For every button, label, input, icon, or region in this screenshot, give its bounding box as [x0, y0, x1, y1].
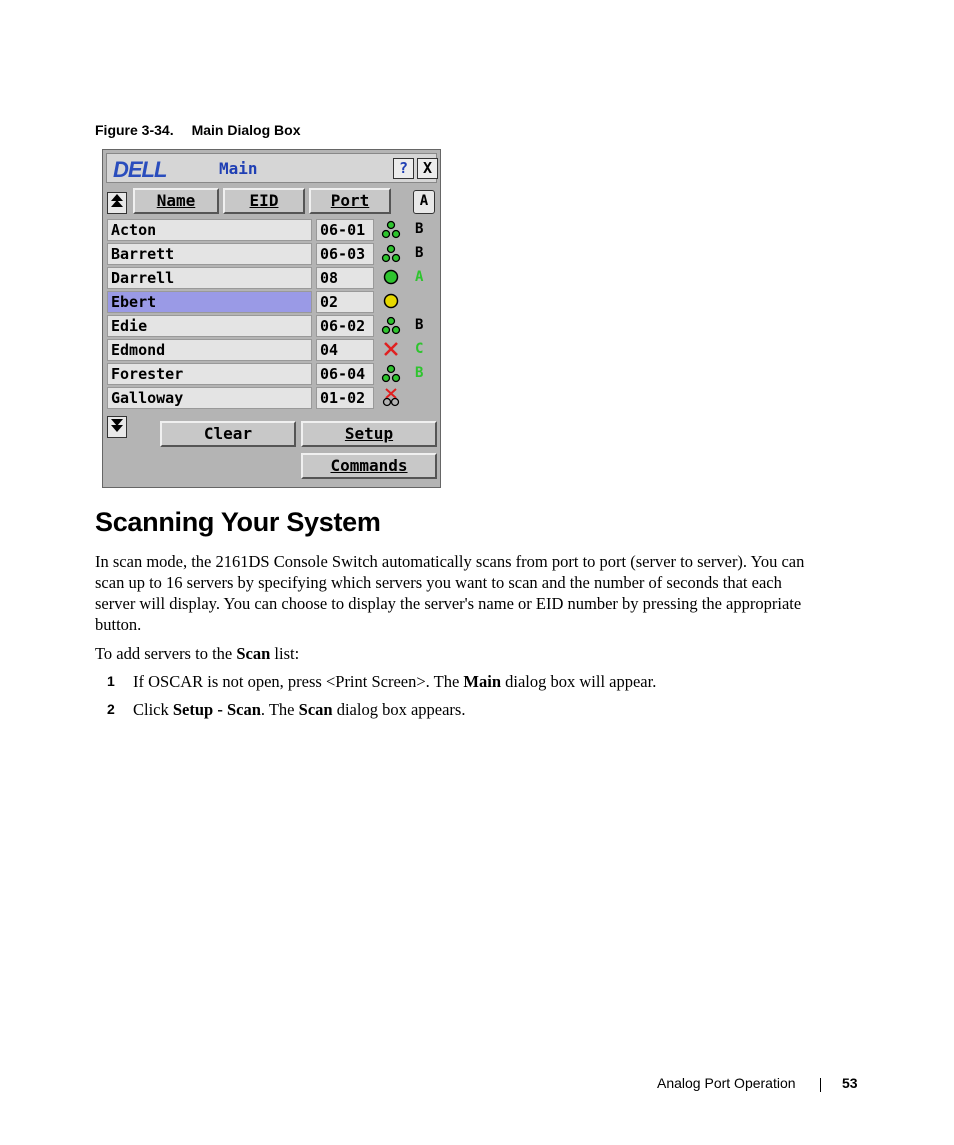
online-yellow-circle-icon — [381, 292, 403, 312]
daisy-chained-red-x-icon — [381, 388, 403, 408]
server-port: 06-02 — [316, 315, 374, 337]
offline-red-x-icon — [381, 340, 403, 360]
online-green-circle-icon — [381, 268, 403, 288]
monitor-icon[interactable] — [413, 190, 435, 214]
page-number: 53 — [842, 1075, 858, 1091]
section-paragraph: In scan mode, the 2161DS Console Switch automatically scans from port to port (server to server). You can scan up to 16 servers by specifying which servers you want to scan and the number of seconds that each server will display. You can choose to display the server's name or EID number by pressing the appropriate button. — [95, 552, 805, 634]
intro-text: To add servers to the — [95, 644, 237, 663]
dialog-titlebar — [106, 153, 437, 183]
server-name[interactable]: Edmond — [107, 339, 312, 361]
server-name[interactable]: Forester — [107, 363, 312, 385]
daisy-chained-green-icon — [381, 220, 403, 240]
server-channel: B — [415, 221, 424, 237]
sort-header — [103, 186, 440, 218]
figure-caption — [95, 122, 301, 138]
server-channel: B — [415, 317, 424, 333]
scroll-up-icon[interactable] — [107, 192, 127, 214]
server-port: 06-03 — [316, 243, 374, 265]
footer-divider — [820, 1078, 821, 1092]
main-dialog — [102, 149, 441, 488]
step-number: 1 — [107, 673, 115, 689]
help-button[interactable]: ? — [393, 158, 414, 179]
scroll-down-icon[interactable] — [107, 416, 127, 438]
step-bold-part: Setup - Scan — [172, 700, 261, 719]
step-text-part: . The — [260, 700, 299, 719]
intro-text-end: list: — [270, 644, 300, 663]
server-channel: B — [415, 365, 424, 381]
step-text-part: If OSCAR is not open, press <Print Screen>. The — [133, 672, 464, 691]
sort-eid-label: EID — [249, 191, 279, 210]
daisy-chained-green-icon — [381, 244, 403, 264]
server-name[interactable]: Galloway — [107, 387, 312, 409]
sort-name-label: Name — [156, 191, 196, 210]
sort-port-button[interactable] — [309, 188, 391, 214]
sort-name-button[interactable] — [133, 188, 219, 214]
sort-port-label: Port — [330, 191, 370, 210]
step-text-part: dialog box appears. — [332, 700, 466, 719]
step-bold-part: Main — [463, 672, 501, 691]
server-name[interactable]: Barrett — [107, 243, 312, 265]
server-port: 01-02 — [316, 387, 374, 409]
daisy-chained-green-icon — [381, 364, 403, 384]
step-text-part: Click — [133, 700, 173, 719]
commands-button[interactable] — [301, 453, 437, 479]
clear-label: Clear — [203, 424, 253, 443]
server-name[interactable]: Acton — [107, 219, 312, 241]
server-channel: A — [415, 269, 424, 285]
server-name[interactable]: Darrell — [107, 267, 312, 289]
server-port: 04 — [316, 339, 374, 361]
server-name[interactable]: Ebert — [107, 291, 312, 313]
server-channel: B — [415, 245, 424, 261]
intro-line — [95, 643, 299, 664]
step-number: 2 — [107, 701, 115, 717]
intro-bold: Scan — [236, 644, 271, 663]
server-port: 08 — [316, 267, 374, 289]
section-heading: Scanning Your System — [95, 507, 381, 537]
figure-label: Figure 3-34. — [95, 122, 174, 138]
clear-button[interactable] — [160, 421, 296, 447]
daisy-chained-green-icon — [381, 316, 403, 336]
server-channel: C — [415, 341, 424, 357]
dialog-title: Main — [219, 159, 258, 178]
setup-button[interactable] — [301, 421, 437, 447]
sort-eid-button[interactable] — [223, 188, 305, 214]
server-name[interactable]: Edie — [107, 315, 312, 337]
server-port: 02 — [316, 291, 374, 313]
step-text — [133, 671, 656, 692]
monitor-icon-label: A — [419, 193, 429, 209]
dell-logo: DELL — [113, 157, 167, 182]
step-text-part: dialog box will appear. — [501, 672, 657, 691]
step-text — [133, 699, 465, 720]
setup-label: Setup — [344, 424, 394, 443]
commands-label: Commands — [330, 456, 408, 475]
server-port: 06-01 — [316, 219, 374, 241]
close-button[interactable]: X — [417, 158, 438, 179]
server-port: 06-04 — [316, 363, 374, 385]
figure-title: Main Dialog Box — [191, 122, 301, 138]
footer-section-name: Analog Port Operation — [657, 1075, 796, 1091]
step-bold-part: Scan — [298, 700, 333, 719]
